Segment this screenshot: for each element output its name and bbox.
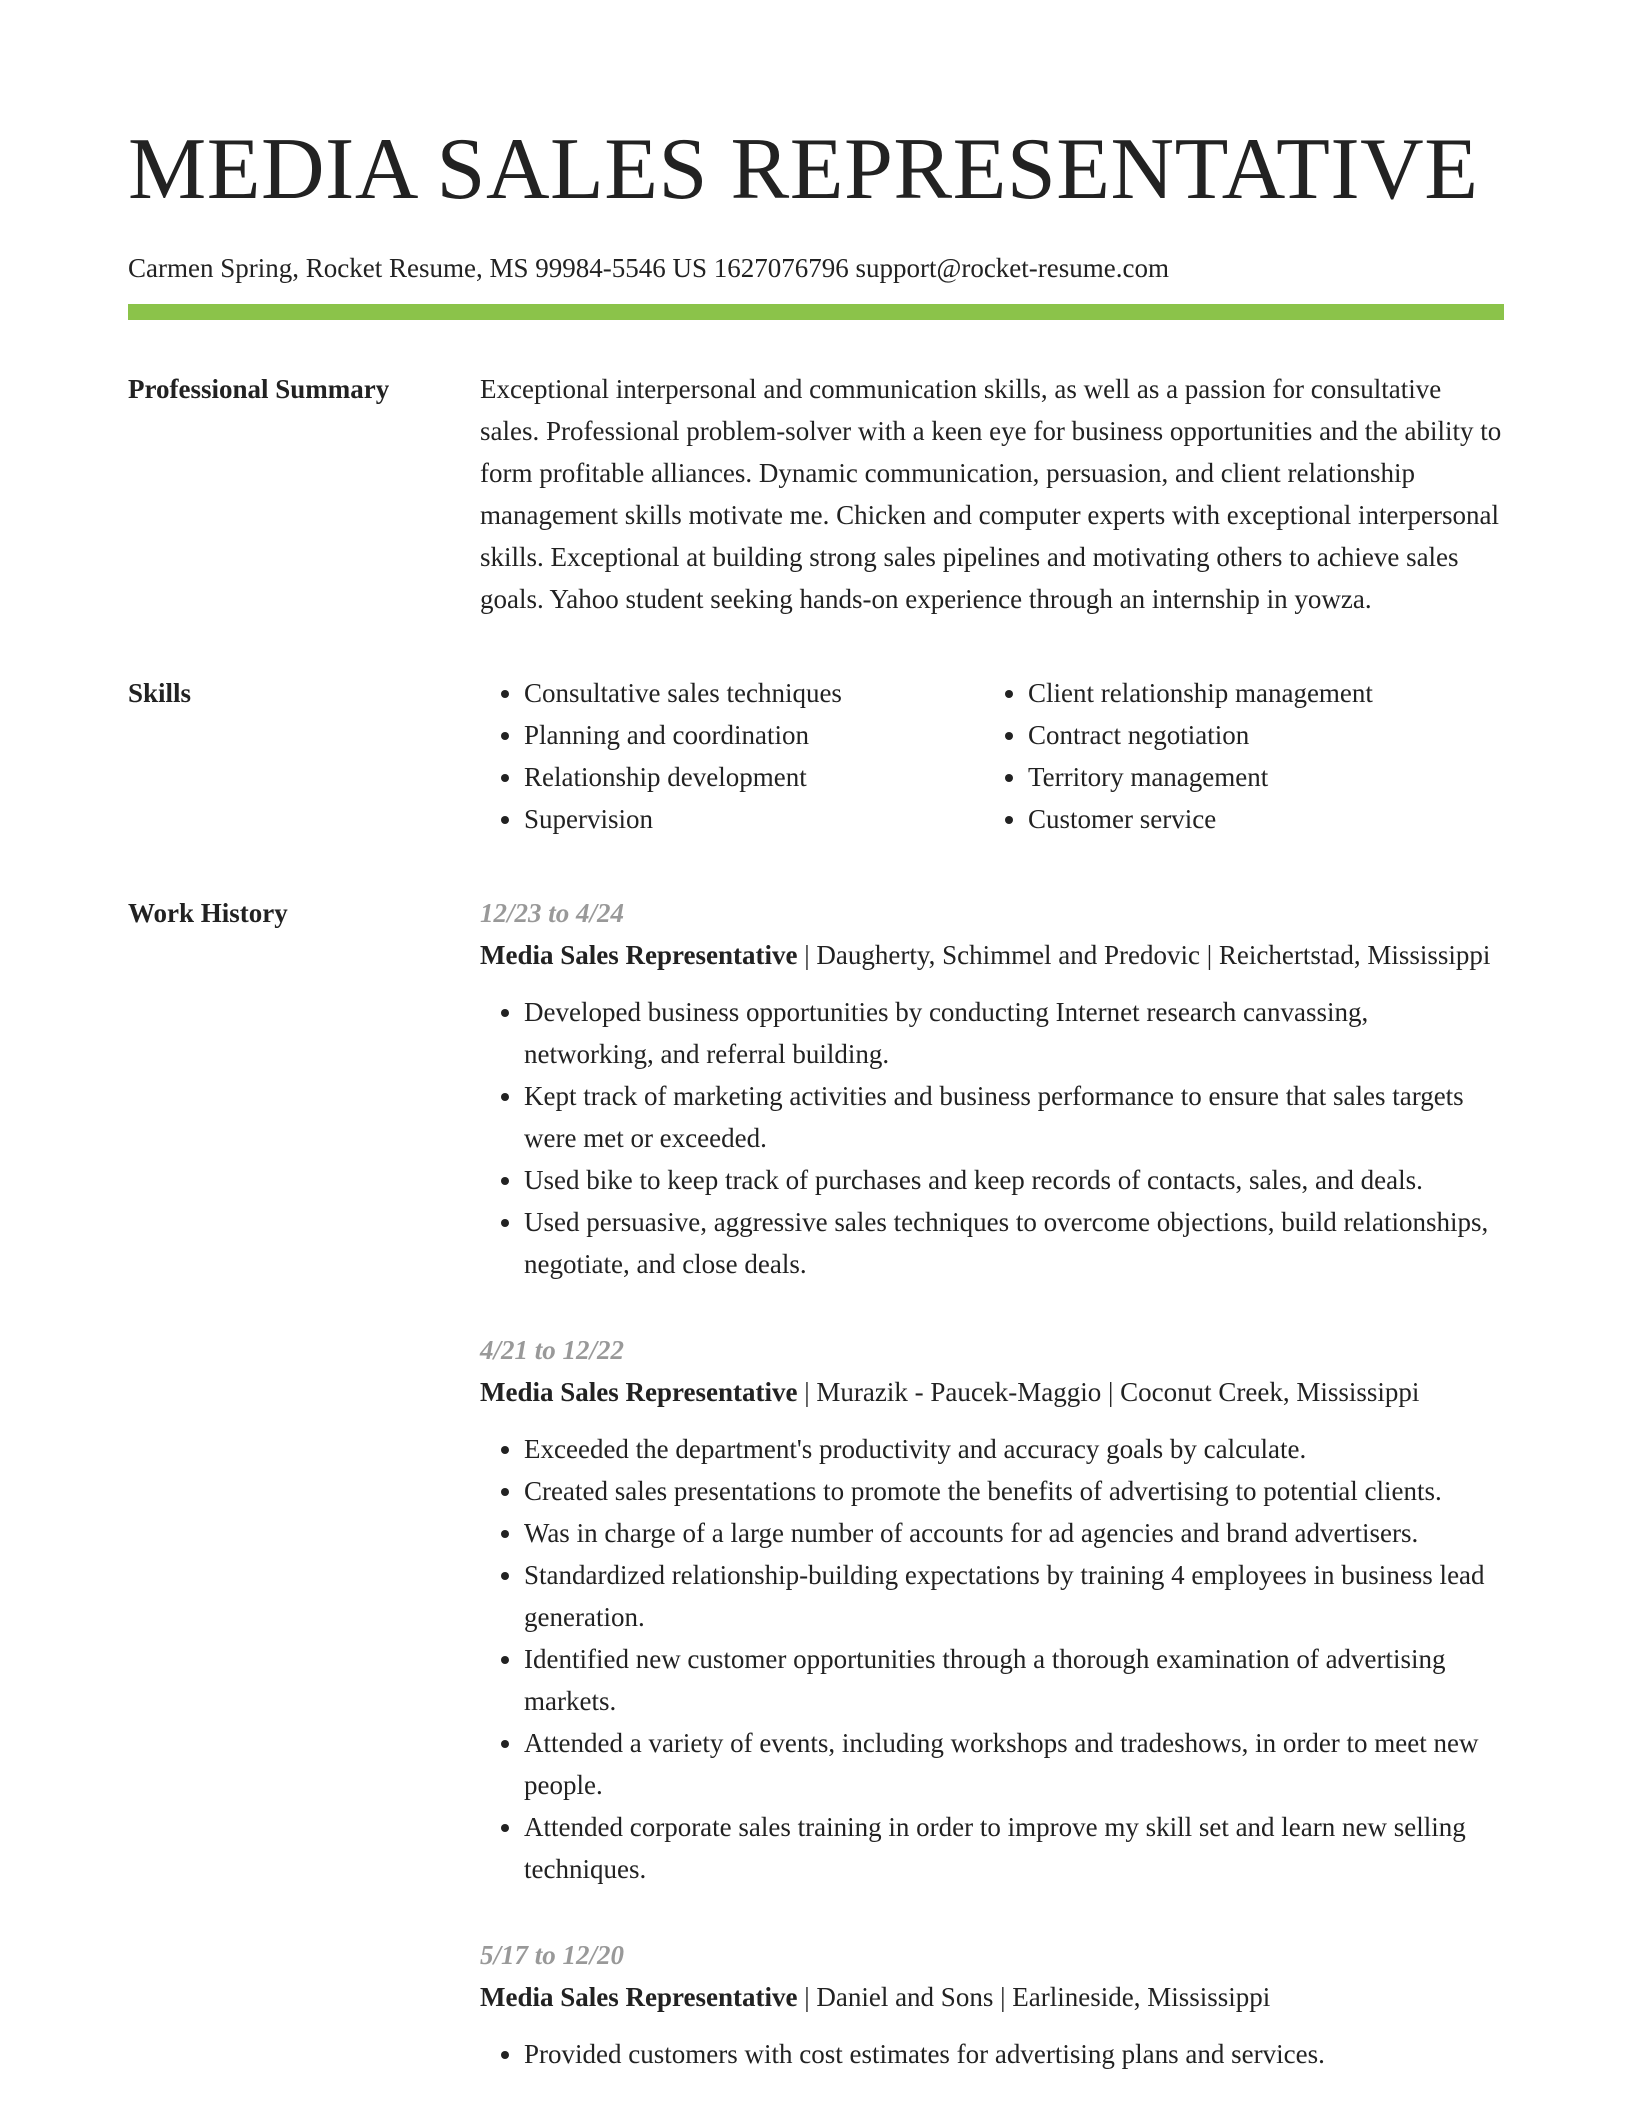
section-content [480,368,1504,620]
skill-item: • Supervision [524,798,984,840]
professional-summary-section [128,368,1504,620]
job-bullet: • Attended a variety of events, including workshops and tradeshows, in order to meet new people. [524,1722,1504,1806]
job-bullets [480,1428,1504,1890]
job-employer-location: | Daniel and Sons | Earlineside, Mississippi [797,1982,1271,2012]
section-label: Professional Summary [128,374,390,404]
job-heading [480,934,1504,976]
job-dates: 4/21 to 12/22 [480,1335,625,1365]
job-bullet: • Created sales presentations to promote the benefits of advertising to potential clients. [524,1470,1504,1512]
accent-divider [128,304,1504,320]
work-history-section [128,892,1504,2075]
job-bullet: • Was in charge of a large number of accounts for ad agencies and brand advertisers. [524,1512,1504,1554]
job-dates: 5/17 to 12/20 [480,1940,625,1970]
job-bullet: • Developed business opportunities by conducting Internet research canvassing, networking, and referral building. [524,991,1504,1075]
job-bullet: • Provided customers with cost estimates for advertising plans and services. [524,2033,1504,2075]
job-bullets [480,2033,1504,2075]
job-bullet: • Standardized relationship-building expectations by training 4 employees in business lead generation. [524,1554,1504,1638]
skill-item: • Relationship development [524,756,984,798]
job-entry [480,892,1504,1285]
job-bullets [480,991,1504,1285]
summary-text: Exceptional interpersonal and communication skills, as well as a passion for consultative sales. Professional problem-solver with a keen eye for business opportunities and the ability to form profitable alliances. Dynamic communication, persuasion, and client relationship management skills motivate me. Chicken and computer experts with exceptional interpersonal skills. Exceptional at building strong sales pipelines and motivating others to achieve sales goals. Yahoo student seeking hands-on experience through an internship in yowza. [480,374,1502,614]
job-title: Media Sales Representative [480,1377,798,1407]
skill-item: • Territory management [1028,756,1504,798]
skills-grid [480,672,1504,840]
resume-title: MEDIA SALES REPRESENTATIVE [128,121,1479,218]
job-bullet: • Used persuasive, aggressive sales techniques to overcome objections, build relationships, negotiate, and close deals. [524,1201,1504,1285]
skill-item: • Customer service [1028,798,1504,840]
job-bullet: • Identified new customer opportunities through a thorough examination of advertising markets. [524,1638,1504,1722]
section-label: Skills [128,678,192,708]
skill-item: • Consultative sales techniques [524,672,984,714]
section-label: Work History [128,898,288,928]
job-bullet: • Kept track of marketing activities and business performance to ensure that sales targets were met or exceeded. [524,1075,1504,1159]
job-bullet: • Exceeded the department's productivity and accuracy goals by calculate. [524,1428,1504,1470]
skills-list-right [984,672,1504,840]
job-entry [480,1934,1504,2075]
skill-item: • Planning and coordination [524,714,984,756]
job-bullet: • Attended corporate sales training in order to improve my skill set and learn new selling techniques. [524,1806,1504,1890]
job-entry [480,1329,1504,1890]
resume-page [128,120,1504,2075]
job-heading [480,1976,1504,2018]
job-title: Media Sales Representative [480,1982,798,2012]
job-title: Media Sales Representative [480,940,798,970]
skills-section [128,672,1504,840]
job-bullet: • Used bike to keep track of purchases and keep records of contacts, sales, and deals. [524,1159,1504,1201]
job-employer-location: | Murazik - Paucek-Maggio | Coconut Creek, Mississippi [797,1377,1420,1407]
job-employer-location: | Daugherty, Schimmel and Predovic | Reichertstad, Mississippi [797,940,1491,970]
job-heading [480,1371,1504,1413]
job-dates: 12/23 to 4/24 [480,898,625,928]
skills-list-left [480,672,984,840]
skill-item: • Client relationship management [1028,672,1504,714]
work-history-content [480,892,1504,2075]
contact-line: Carmen Spring, Rocket Resume, MS 99984-5546 US 1627076796 support@rocket-resume.com [128,253,1169,283]
skill-item: • Contract negotiation [1028,714,1504,756]
